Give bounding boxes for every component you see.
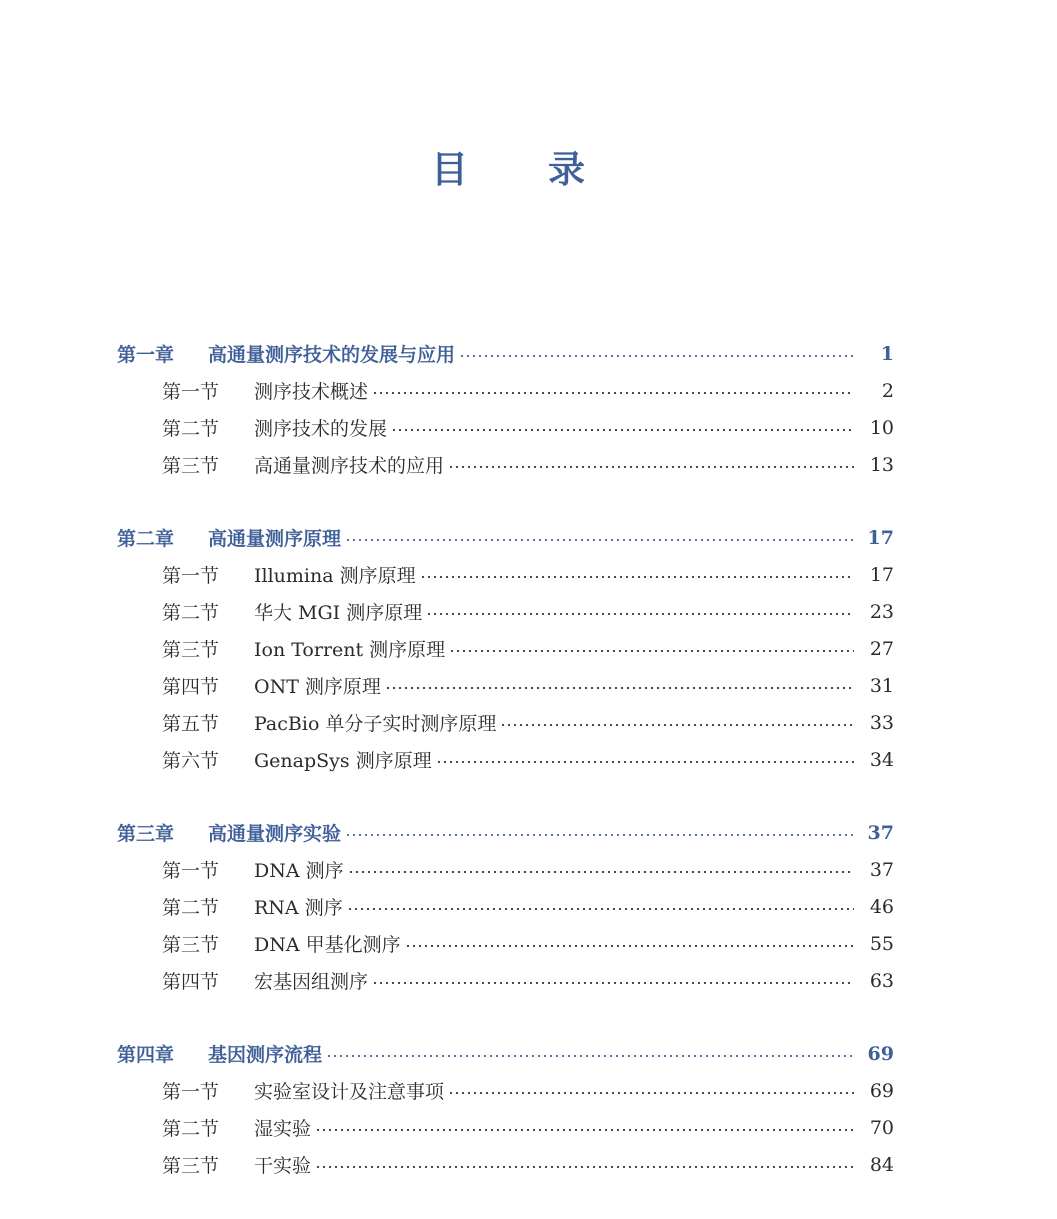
dot-leader [448, 466, 854, 468]
dot-leader [391, 429, 854, 431]
dot-leader [436, 761, 854, 763]
section-page-number: 27 [869, 637, 894, 660]
section-number: 第一节 [162, 381, 220, 403]
title-char-1: 目 [431, 148, 468, 191]
chapter-page-number: 69 [867, 1042, 894, 1065]
toc-section-row[interactable] [0, 888, 1057, 925]
toc-section-row[interactable] [0, 667, 1057, 704]
section-title: 宏基因组测序 [254, 971, 369, 993]
title-char-2: 录 [548, 148, 585, 191]
toc-section-row[interactable] [0, 1146, 1057, 1183]
dot-leader [448, 1092, 854, 1094]
section-page-number: 17 [869, 563, 894, 586]
section-page-number: 70 [869, 1116, 894, 1139]
table-of-contents [0, 335, 1057, 1219]
toc-section-row[interactable] [0, 409, 1057, 446]
chapter-number: 第三章 [117, 823, 175, 845]
section-title: 华大 MGI 测序原理 [254, 602, 423, 624]
section-title: 湿实验 [254, 1118, 312, 1140]
chapter-page-number: 17 [867, 526, 894, 549]
dot-leader [372, 392, 854, 394]
section-page-number: 31 [869, 674, 894, 697]
toc-section-row[interactable] [0, 372, 1057, 409]
section-page-number: 10 [869, 416, 894, 439]
chapter-title: 高通量测序技术的发展与应用 [208, 344, 456, 366]
section-number: 第三节 [162, 639, 220, 661]
section-page-number: 23 [869, 600, 894, 623]
section-page-number: 55 [869, 932, 894, 955]
section-number: 第二节 [162, 418, 220, 440]
section-title: Ion Torrent 测序原理 [254, 639, 446, 661]
section-page-number: 34 [869, 748, 894, 771]
section-page-number: 46 [869, 895, 894, 918]
dot-leader [449, 650, 854, 652]
dot-leader [315, 1129, 854, 1131]
section-number: 第六节 [162, 750, 220, 772]
dot-leader [420, 576, 854, 578]
chapter-page-number: 37 [867, 821, 894, 844]
dot-leader [315, 1166, 854, 1168]
toc-chapter-row[interactable] [0, 1035, 1057, 1072]
section-number: 第四节 [162, 676, 220, 698]
dot-leader [326, 1055, 854, 1057]
toc-section-row[interactable] [0, 704, 1057, 741]
section-number: 第五节 [162, 713, 220, 735]
chapter-title: 基因测序流程 [208, 1044, 323, 1066]
section-page-number: 33 [869, 711, 894, 734]
dot-leader [372, 982, 854, 984]
dot-leader [405, 945, 854, 947]
dot-leader [345, 539, 854, 541]
section-title: ONT 测序原理 [254, 676, 381, 698]
section-title: 高通量测序技术的应用 [254, 455, 445, 477]
toc-section-row[interactable] [0, 556, 1057, 593]
toc-section-row[interactable] [0, 925, 1057, 962]
toc-section-row[interactable] [0, 1109, 1057, 1146]
section-title: DNA 甲基化测序 [254, 934, 401, 956]
chapter-title: 高通量测序实验 [208, 823, 342, 845]
dot-leader [500, 724, 854, 726]
section-title: RNA 测序 [254, 897, 343, 919]
dot-leader [348, 871, 854, 873]
section-title: GenapSys 测序原理 [254, 750, 432, 772]
section-title: 测序技术概述 [254, 381, 369, 403]
toc-section-row[interactable] [0, 630, 1057, 667]
dot-leader [385, 687, 854, 689]
section-number: 第二节 [162, 1118, 220, 1140]
section-number: 第一节 [162, 1081, 220, 1103]
chapter-number: 第二章 [117, 528, 175, 550]
section-number: 第一节 [162, 565, 220, 587]
toc-section-row[interactable] [0, 851, 1057, 888]
section-number: 第三节 [162, 455, 220, 477]
section-title: 测序技术的发展 [254, 418, 388, 440]
section-title: PacBio 单分子实时测序原理 [254, 713, 497, 735]
toc-chapter [0, 519, 1057, 778]
toc-chapter-row[interactable] [0, 814, 1057, 851]
section-page-number: 2 [881, 379, 894, 402]
toc-chapter-row[interactable] [0, 519, 1057, 556]
section-page-number: 13 [869, 453, 894, 476]
toc-chapter [0, 1035, 1057, 1183]
toc-chapter [0, 814, 1057, 999]
dot-leader [426, 613, 854, 615]
section-title: DNA 测序 [254, 860, 344, 882]
page-title [0, 140, 1016, 200]
toc-section-row[interactable] [0, 1072, 1057, 1109]
section-number: 第三节 [162, 934, 220, 956]
toc-chapter [0, 335, 1057, 483]
section-title: 实验室设计及注意事项 [254, 1081, 445, 1103]
toc-section-row[interactable] [0, 741, 1057, 778]
dot-leader [345, 834, 854, 836]
section-number: 第二节 [162, 897, 220, 919]
dot-leader [347, 908, 854, 910]
chapter-number: 第一章 [117, 344, 175, 366]
toc-section-row[interactable] [0, 593, 1057, 630]
section-page-number: 37 [869, 858, 894, 881]
section-number: 第二节 [162, 602, 220, 624]
chapter-title: 高通量测序原理 [208, 528, 342, 550]
section-number: 第四节 [162, 971, 220, 993]
section-title: Illumina 测序原理 [254, 565, 416, 587]
section-page-number: 69 [869, 1079, 894, 1102]
chapter-number: 第四章 [117, 1044, 175, 1066]
section-number: 第一节 [162, 860, 220, 882]
toc-chapter-row[interactable] [0, 335, 1057, 372]
toc-section-row[interactable] [0, 962, 1057, 999]
chapter-page-number: 1 [880, 342, 894, 365]
section-title: 干实验 [254, 1155, 312, 1177]
section-page-number: 63 [869, 969, 894, 992]
toc-section-row[interactable] [0, 446, 1057, 483]
dot-leader [459, 355, 854, 357]
section-page-number: 84 [869, 1153, 894, 1176]
section-number: 第三节 [162, 1155, 220, 1177]
